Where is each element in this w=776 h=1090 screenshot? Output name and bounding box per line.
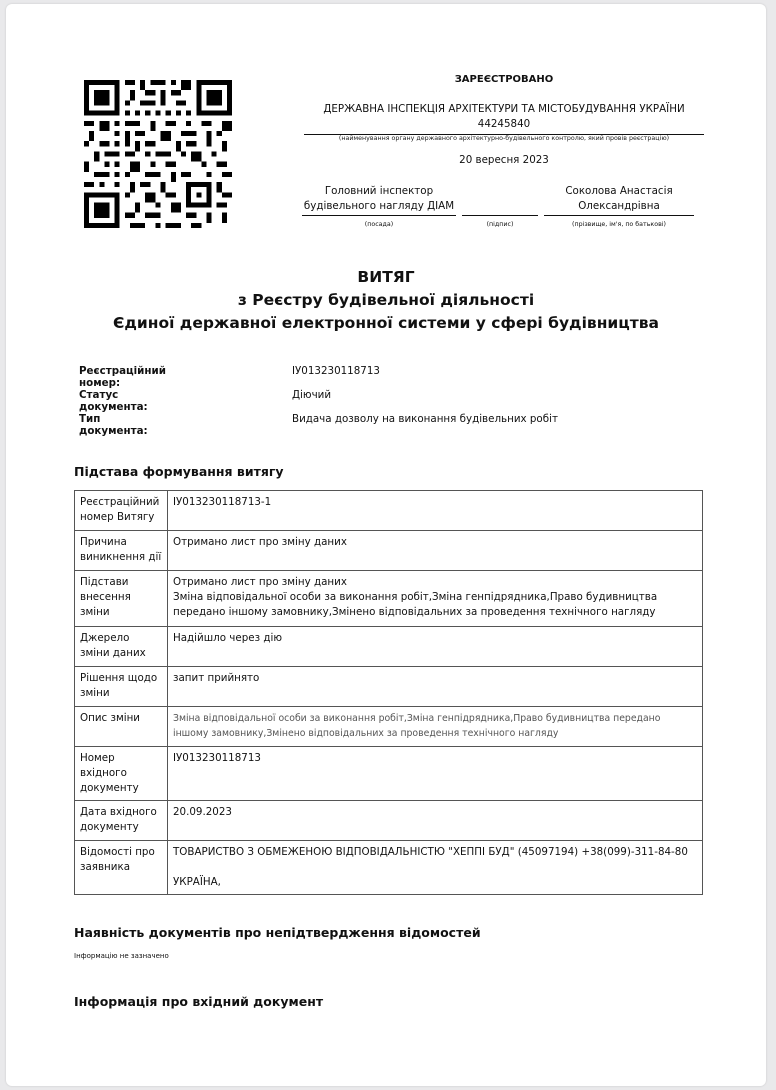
title-line3: Єдиної державної електронної системи у сфері будівництва — [112, 314, 660, 332]
document-title — [6, 266, 766, 335]
row-value: Отримано лист про зміну даних — [168, 531, 703, 571]
position-hint: (посада) — [364, 221, 394, 228]
row-value: ІУ013230118713-1 — [168, 491, 703, 531]
status-value: Діючий — [292, 389, 332, 401]
row-value: запит прийнято — [168, 667, 703, 707]
non-confirmation-note: Інформацію не зазначено — [74, 952, 169, 960]
row-label: Джерело зміни даних — [75, 627, 168, 667]
non-confirmation-heading: Наявність документів про непідтвердження відомостей — [74, 925, 481, 940]
row-value — [168, 841, 703, 895]
table-row — [75, 667, 703, 707]
registration-date: 20 вересня 2023 — [459, 154, 549, 166]
row-value-line: ТОВАРИСТВО З ОБМЕЖЕНОЮ ВІДПОВІДАЛЬНІСТЮ "ХЕППІ БУД" (45097194) +38(099)-311-84-80 — [173, 846, 688, 858]
row-label: Реєстраційний номер Витягу — [75, 491, 168, 531]
row-label: Номер вхідного документу — [75, 747, 168, 801]
table-row — [75, 491, 703, 531]
row-label: Підстави внесення зміни — [75, 571, 168, 627]
table-row — [75, 841, 703, 895]
position-line1: Головний інспектор — [324, 185, 434, 197]
position-underline — [302, 215, 456, 216]
registration-code: 44245840 — [477, 118, 531, 130]
name-line2: Олександрівна — [578, 200, 660, 212]
document-page — [6, 4, 766, 1086]
title-line1: ВИТЯГ — [357, 268, 415, 286]
row-value-line: Отримано лист про зміну даних — [173, 576, 347, 588]
reg-number-value: ІУ013230118713 — [292, 365, 380, 377]
table-row — [75, 801, 703, 841]
organization-hint: (найменування органу державного архітектурно-будівельного контролю, який провів реєстрацію) — [338, 135, 670, 142]
signature-underline — [462, 215, 538, 216]
signature-hint: (підпис) — [486, 221, 514, 228]
reg-number-label: Реєстраційний номер: — [79, 365, 166, 389]
row-label: Рішення щодо зміни — [75, 667, 168, 707]
type-value: Видача дозволу на виконання будівельних робіт — [292, 413, 558, 425]
row-value-line: УКРАЇНА, — [173, 876, 221, 888]
row-label: Дата вхідного документу — [75, 801, 168, 841]
row-value: Надійшло через дію — [168, 627, 703, 667]
row-value: ІУ013230118713 — [168, 747, 703, 801]
table-row — [75, 747, 703, 801]
name-block — [544, 184, 694, 232]
basis-heading: Підстава формування витягу — [74, 464, 284, 479]
name-line1: Соколова Анастасія — [565, 185, 673, 197]
signature-space — [462, 184, 538, 214]
status-label: Статус документа: — [79, 389, 148, 413]
name-underline — [544, 215, 694, 216]
row-value: 20.09.2023 — [168, 801, 703, 841]
registration-block — [296, 74, 712, 166]
row-label: Причина виникнення дії — [75, 531, 168, 571]
registration-organization: ДЕРЖАВНА ІНСПЕКЦІЯ АРХІТЕКТУРИ ТА МІСТОБУДУВАННЯ УКРАЇНИ — [323, 103, 685, 115]
row-value — [168, 571, 703, 627]
signature-block — [462, 184, 538, 232]
qr-code-icon — [84, 80, 232, 228]
registration-stamp: ЗАРЕЄСТРОВАНО — [454, 74, 554, 85]
incoming-heading: Інформація про вхідний документ — [74, 994, 324, 1009]
name-hint: (прізвище, ім'я, по батькові) — [572, 221, 666, 228]
type-label: Тип документа: — [79, 413, 148, 437]
position-line2: будівельного нагляду ДІАМ — [303, 200, 455, 212]
row-value-line: Зміна відповідальної особи за виконання робіт,Зміна генпідрядника,Право будивництва передано іншому замовнику,Змінено відповідальних за проведення технічного нагляду — [173, 591, 658, 618]
table-row — [75, 531, 703, 571]
basis-table — [74, 490, 703, 895]
row-value: Зміна відповідальної особи за виконання робіт,Зміна генпідрядника,Право будивництва передано іншому замовнику,Змінено відповідальних за проведення технічного нагляду — [168, 707, 703, 747]
row-label: Відомості про заявника — [75, 841, 168, 895]
row-label: Опис зміни — [75, 707, 168, 747]
table-row — [75, 707, 703, 747]
position-block — [302, 184, 456, 232]
table-row — [75, 627, 703, 667]
table-row — [75, 571, 703, 627]
title-line2: з Реєстру будівельної діяльності — [237, 291, 535, 309]
